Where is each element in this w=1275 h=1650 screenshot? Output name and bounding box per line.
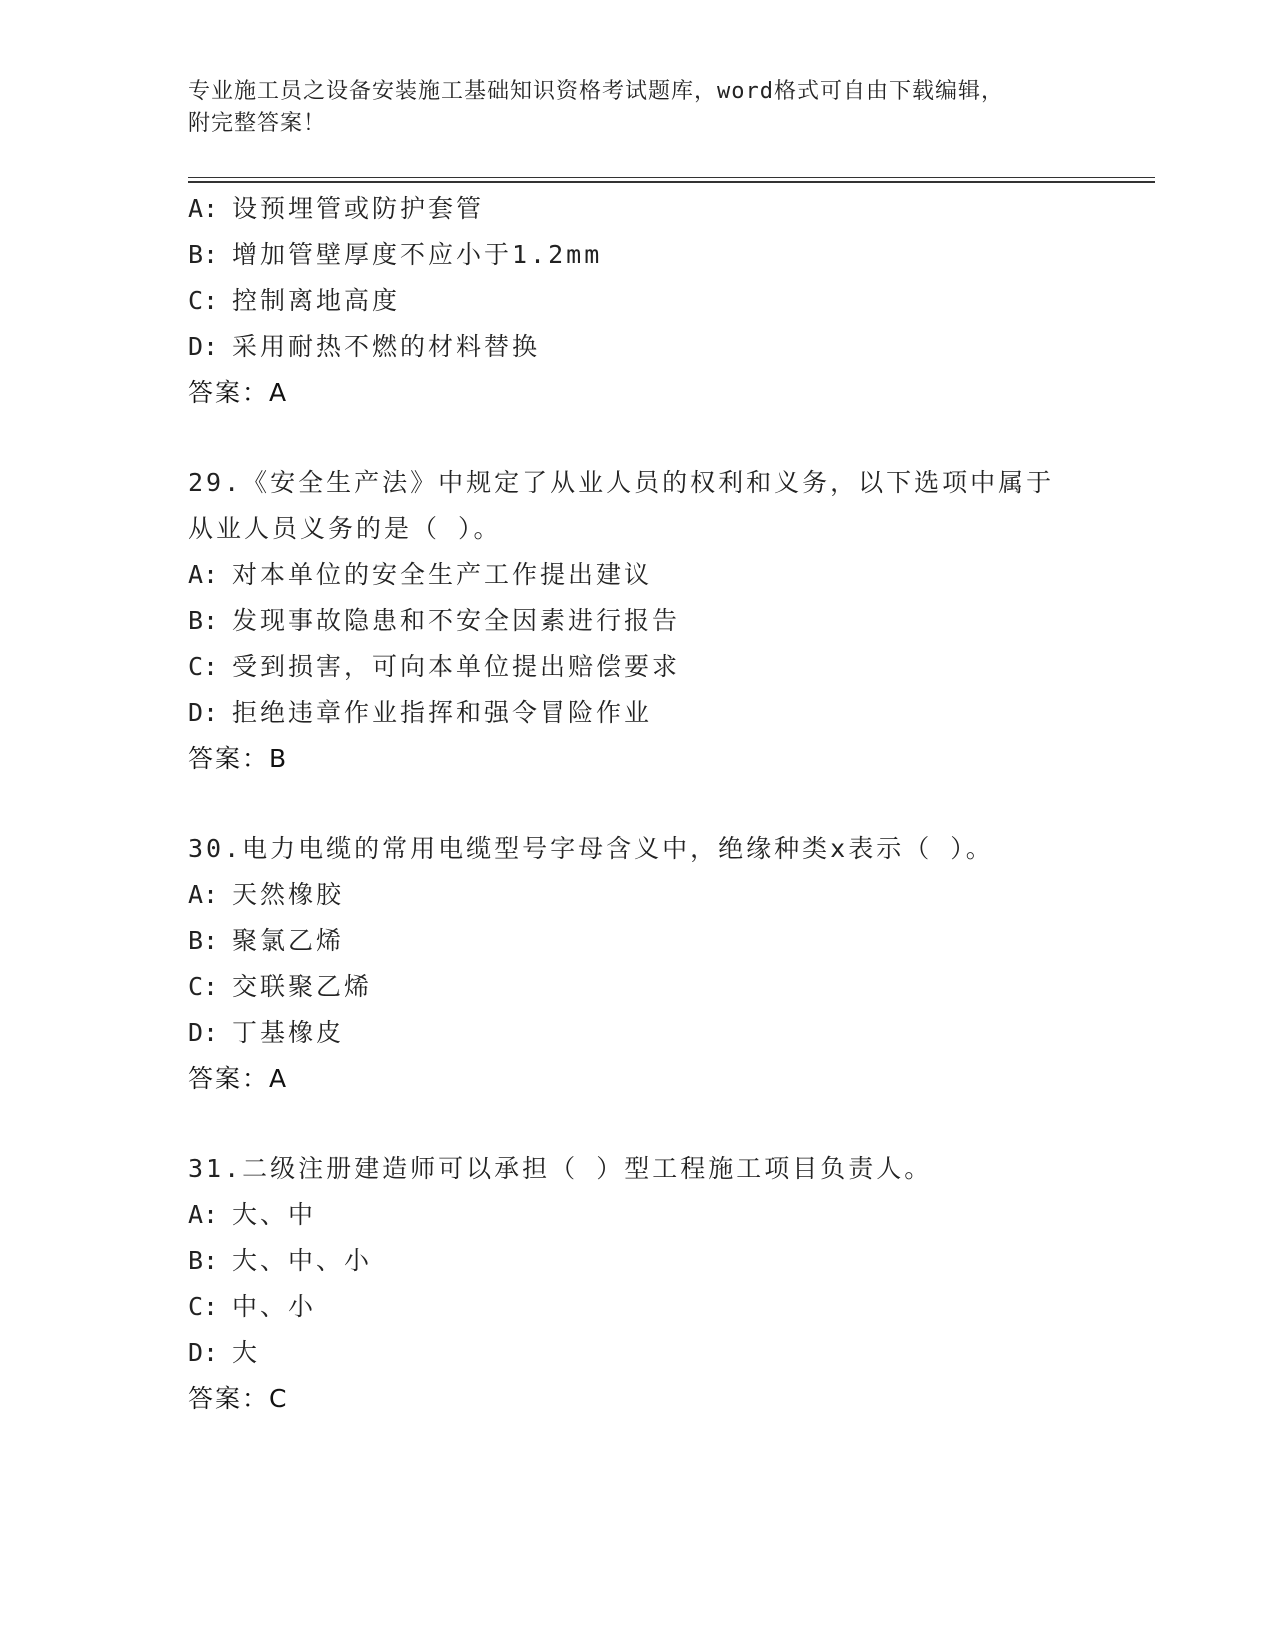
option-a <box>188 552 1155 598</box>
option-text: 设预埋管或防护套管 <box>232 194 485 223</box>
option-text: 采用耐热不燃的材料替换 <box>232 332 541 361</box>
option-key: A: <box>188 1200 219 1229</box>
option-text: 交联聚乙烯 <box>232 972 373 1001</box>
option-text: 对本单位的安全生产工作提出建议 <box>232 560 653 589</box>
option-key: C: <box>188 972 219 1001</box>
option-key: C: <box>188 1292 219 1321</box>
option-d <box>188 324 1155 370</box>
question-text-line-2: 从业人员义务的是（ ）。 <box>188 514 502 543</box>
question-block-28-continued <box>188 186 1155 416</box>
option-c <box>188 644 1155 690</box>
header-divider-thick <box>188 181 1155 183</box>
option-key: D: <box>188 1018 219 1047</box>
header-line-2: 附完整答案！ <box>188 111 327 136</box>
question-block-29 <box>188 460 1155 782</box>
question-text-line-1: 31.二级注册建造师可以承担（ ）型工程施工项目负责人。 <box>188 1154 933 1183</box>
option-b <box>188 1238 1155 1284</box>
option-c <box>188 964 1155 1010</box>
option-c <box>188 1284 1155 1330</box>
option-text: 大、中、小 <box>232 1246 373 1275</box>
spacer <box>188 782 1155 826</box>
option-key: D: <box>188 1338 219 1367</box>
option-d <box>188 1330 1155 1376</box>
option-key: A: <box>188 194 219 223</box>
option-a <box>188 186 1155 232</box>
option-c <box>188 278 1155 324</box>
question-list <box>188 186 1155 1422</box>
option-b <box>188 232 1155 278</box>
answer-line: 答案：B <box>188 744 289 773</box>
question-block-30 <box>188 826 1155 1102</box>
option-key: C: <box>188 286 219 315</box>
spacer <box>188 1102 1155 1146</box>
answer-line: 答案：A <box>188 1064 289 1093</box>
option-key: A: <box>188 560 219 589</box>
option-key: D: <box>188 332 219 361</box>
option-b <box>188 918 1155 964</box>
document-header <box>188 76 1088 140</box>
option-key: B: <box>188 926 219 955</box>
option-text: 增加管壁厚度不应小于1.2mm <box>232 240 603 269</box>
option-text: 天然橡胶 <box>232 880 345 909</box>
option-a <box>188 872 1155 918</box>
option-text: 控制离地高度 <box>232 286 401 315</box>
answer-line: 答案：C <box>188 1384 289 1413</box>
answer-line: 答案：A <box>188 378 289 407</box>
option-key: A: <box>188 880 219 909</box>
option-d <box>188 1010 1155 1056</box>
option-key: D: <box>188 698 219 727</box>
spacer <box>188 416 1155 460</box>
option-key: C: <box>188 652 219 681</box>
option-b <box>188 598 1155 644</box>
header-divider-thin <box>188 177 1155 178</box>
question-block-31 <box>188 1146 1155 1422</box>
question-text-line-1: 29.《安全生产法》中规定了从业人员的权利和义务，以下选项中属于 <box>188 468 1055 497</box>
option-key: B: <box>188 1246 219 1275</box>
option-text: 受到损害，可向本单位提出赔偿要求 <box>232 652 681 681</box>
option-text: 大 <box>232 1338 261 1367</box>
option-text: 丁基橡皮 <box>232 1018 345 1047</box>
option-text: 发现事故隐患和不安全因素进行报告 <box>232 606 681 635</box>
option-text: 聚氯乙烯 <box>232 926 345 955</box>
option-text: 中、小 <box>232 1292 317 1321</box>
option-text: 拒绝违章作业指挥和强令冒险作业 <box>232 698 653 727</box>
option-d <box>188 690 1155 736</box>
option-key: B: <box>188 606 219 635</box>
option-key: B: <box>188 240 219 269</box>
question-text-line-1: 30.电力电缆的常用电缆型号字母含义中，绝缘种类x表示（ ）。 <box>188 834 994 863</box>
header-line-1: 专业施工员之设备安装施工基础知识资格考试题库，word格式可自由下载编辑， <box>188 79 1004 104</box>
option-text: 大、中 <box>232 1200 317 1229</box>
option-a <box>188 1192 1155 1238</box>
